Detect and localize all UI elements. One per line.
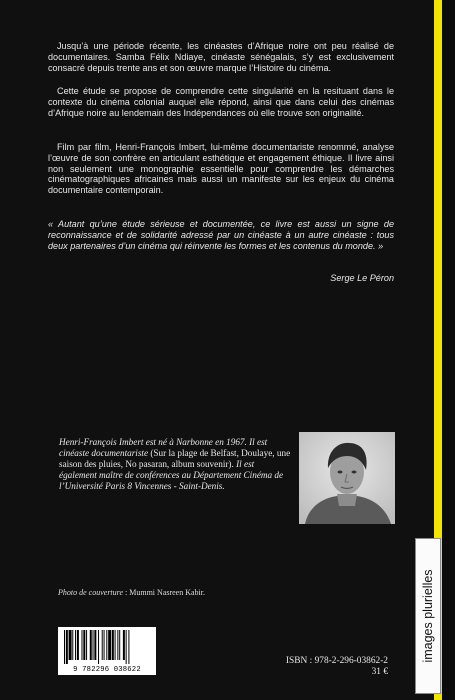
paragraph-text: Film par film, Henri-François Imbert, lui-même documentariste renommé, analyse l’œuvre de son confrère en articulant esthétique et engagement éthique. Il livre ainsi non seulement une monographie essentielle pour comprendre les démarches cinématographiques africaines mais aussi un manifeste sur les enjeux du cinéma documentaire contemporain. [48, 142, 394, 196]
barcode-bar [75, 630, 76, 660]
barcode-bar [123, 630, 125, 660]
barcode-bar [64, 630, 65, 664]
spine-edge [442, 0, 455, 700]
description-paragraph-3 [48, 142, 394, 200]
barcode-bar [83, 630, 85, 660]
isbn-block [248, 656, 388, 678]
barcode-bar [72, 630, 73, 660]
description-paragraph-1 [48, 41, 394, 77]
barcode [58, 627, 156, 675]
bio-films: (Sur la plage de Belfast, Doulaye, une saison des pluies, No pasaran, album souvenir). [59, 448, 291, 470]
paragraph-text: Cette étude se propose de comprendre cette singularité en la resituant dans le contexte du cinéma colonial auquel elle répond, ainsi que dans celui des cinémas d’Afrique noire au lendemain des Indépendances où elle trouve son originalité. [48, 86, 394, 118]
barcode-bar [90, 630, 92, 660]
paragraph-text: Jusqu’à une période récente, les cinéastes d’Afrique noire ont peu réalisé de documentaires. Samba Félix Ndiaye, cinéaste sénégalais, s’y est exclusivement consacré depuis trente ans et son œuvre marque l’Histoire du cinéma. [48, 41, 394, 73]
barcode-bar [86, 630, 87, 660]
series-name: images plurielles [421, 569, 435, 663]
author-bio [59, 437, 291, 492]
series-label-box [415, 538, 441, 694]
barcode-bar [128, 630, 129, 664]
credit-name: : Mummi Nasreen Kabir. [123, 588, 205, 597]
photo-credit [58, 588, 205, 597]
barcode-bar [102, 630, 103, 660]
author-portrait-image [299, 432, 395, 524]
barcode-bar [69, 630, 72, 660]
barcode-number: 9 782296 038622 [73, 666, 141, 674]
blurb-quote: « Autant qu’une étude sérieuse et documentée, ce livre est aussi un signe de reconnaissance et de solidarité adressé par un cinéaste à un autre cinéaste : tous deux partenaires d’un cinéma qui réinvente les formes et les contenus du monde. » [48, 219, 394, 251]
isbn-number: ISBN : 978-2-296-03862-2 [285, 656, 388, 666]
barcode-bar [108, 630, 111, 660]
bio-intro: Henri-François Imbert est né à Narbonne en 1967. Il est cinéaste documentariste [59, 437, 268, 459]
barcode-bars-image [62, 630, 152, 664]
author-photo [299, 432, 395, 524]
description-paragraph-2 [48, 86, 394, 122]
barcode-bar [94, 630, 96, 660]
barcode-bar [98, 630, 99, 664]
bio-position: Il est également maître de conférences au Département Cinéma de l’Université Paris 8 Vincennes - Saint-Denis. [59, 459, 284, 492]
credit-label: Photo de couverture [58, 588, 124, 597]
barcode-bar [117, 630, 118, 660]
barcode-bar [104, 630, 105, 660]
barcode-bar [81, 630, 82, 660]
barcode-bar [77, 630, 79, 660]
barcode-bar [115, 630, 116, 660]
barcode-bar [106, 630, 107, 660]
barcode-bar [119, 630, 120, 660]
barcode-bar [112, 630, 114, 660]
barcode-bar [93, 630, 94, 660]
barcode-bar [66, 630, 68, 664]
quote-author: Serge Le Péron [330, 273, 394, 283]
barcode-bar [126, 630, 127, 664]
price: 31 € [371, 667, 388, 677]
